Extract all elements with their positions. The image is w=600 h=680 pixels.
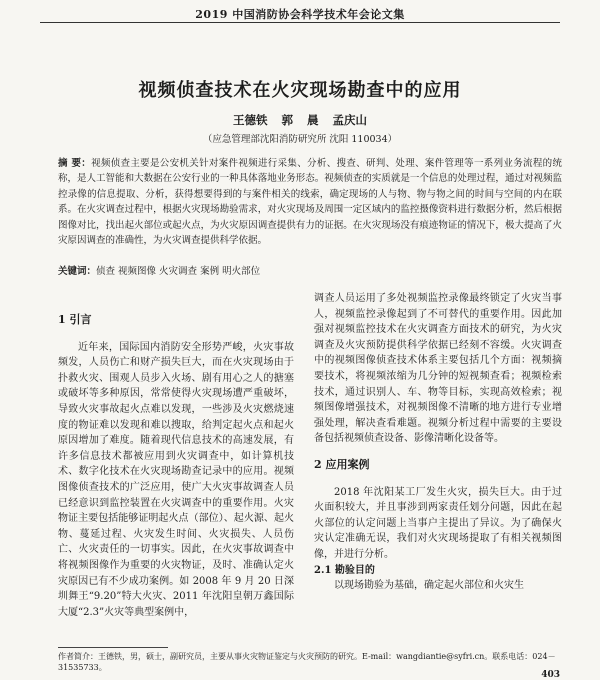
left-column — [58, 302, 294, 620]
body-paragraph: 调查人员运用了多处视频监控录像最终锁定了火灾当事人，视频监控录像起到了不可替代的重要作用。因此加强对视频监控技术在火灾调查方面技术的研究，为火灾调查及火灾预防提供科学依据已经刻不容缓。火灾调查中的视频图像侦查技术体系主要包括几个方面：视频摘要技术，将视频浓缩为几分钟的短视频查看；视频检索技术，通过识别人、车、物等目标，实现高效检索；视频图像增强技术，对视频图像不清晰的地方进行专业增强处理，解决查看难题。视频分析过程中需要的主要设备包括视频侦查设备、影像清晰化设备等。 — [314, 293, 562, 445]
keywords-block — [58, 264, 562, 279]
keywords-label: 关键词： — [58, 266, 97, 277]
abstract-label: 摘 要： — [58, 158, 92, 169]
abstract-block — [58, 156, 562, 248]
keywords-text: 侦查 视频图像 火灾调查 案例 明火部位 — [96, 266, 261, 277]
right-column — [314, 291, 562, 594]
subsection-heading: 2.1 勘验目的 — [314, 564, 375, 576]
body-paragraph: 近年来，国际国内消防安全形势严峻，火灾事故频发，人员伤亡和财产损失巨大，而在火灾现场由于扑救火灾、围观人员步入火场、剧有用心之人的搪塞或破坏等多种原因，常常使得火灾现场遭严重破坏，导致火灾事故起火点难以发现，一些涉及火灾燃烧速度的物证难以发现和难以搜取，给判定起火点和起火原因增加了难度。随着现代信息技术的高速发展，有许多信息技术都被应用到火灾调查中，如计算机技术、数字化技术在火灾现场勘查记录中的应用。视频图像侦查技术的广泛应用，使广大火灾事故调查人员已经意识到监控装置在火灾调查中的重要作用。火灾物证主要包括能够证明起火点（部位）、起火源、起火物、蔓延过程、火灾发生时间、火灾损失、人员伤亡、火灾责任的一切事实。因此，在火灾事故调查中将视频图像作为重要的火灾物证，及时、准确认定火灾原因已有不少成功案例。如 2008 年 9 月 20 日深圳舞王“9.20”特大火灾、2011 年沈阳皇朝万鑫国际大厦“2.3”火灾等典型案例中， — [58, 341, 294, 618]
section-heading-case: 2 应用案例 — [314, 457, 370, 471]
body-paragraph: 2018 年沈阳某工厂发生火灾，损失巨大。由于过火面积较大，并且事涉到两家责任划分问题，因此在起火部位的认定问题上当事户主提出了异议。为了确保火灾认定准确无误，我们对火灾现场提取了有相关视频图像，并进行分析。 — [314, 486, 562, 560]
running-head: 2019 中国消防协会科学技术年会论文集 — [195, 8, 405, 21]
author-footnote: 作者简介：王德铁，男，硕士，副研究员，主要从事火灾物证鉴定与火灾预防的研究。E-mail：wangdiantie@syfri.cn。联系电话：024－31535733。 — [58, 652, 556, 672]
section-heading-intro: 1 引言 — [58, 313, 92, 326]
page-number: 403 — [541, 670, 560, 680]
footnote-rule — [58, 647, 168, 648]
body-paragraph: 以现场勘验为基础，确定起火部位和火灾生 — [334, 580, 524, 592]
paper-title: 视频侦查技术在火灾现场勘查中的应用 — [138, 80, 462, 101]
header-rule — [40, 22, 560, 23]
author-list: 王德铁 郭 晨 孟庆山 — [232, 113, 367, 127]
abstract-text: 视频侦查主要是公安机关针对案件视频进行采集、分析、搜查、研判、处理、案件管理等一系列业务流程的统称，是人工智能和大数据在公安行业的一种具体落地业务形态。视频侦查的实质就是一个信息的处理过程，通过对视频监控录像的信息提取、分析，获得想要得到的与案件相关的线索，确定现场的人与物、物与物之间的时间与空间的内在联系。在火灾调查过程中，根据火灾现场勘验需求，对火灾现场及周围一定区域内的监控摄像资料进行数据分析，然后根据图像对比，找出起火部位或起火点，为火灾原因调查提供有力的证据。在火灾现场没有痕迹物证的情况下，极大提高了火灾原因调查的准确性，为火灾调查提供科学依据。 — [58, 158, 562, 247]
affiliation: （应急管理部沈阳消防研究所 沈阳 110034） — [202, 134, 398, 145]
